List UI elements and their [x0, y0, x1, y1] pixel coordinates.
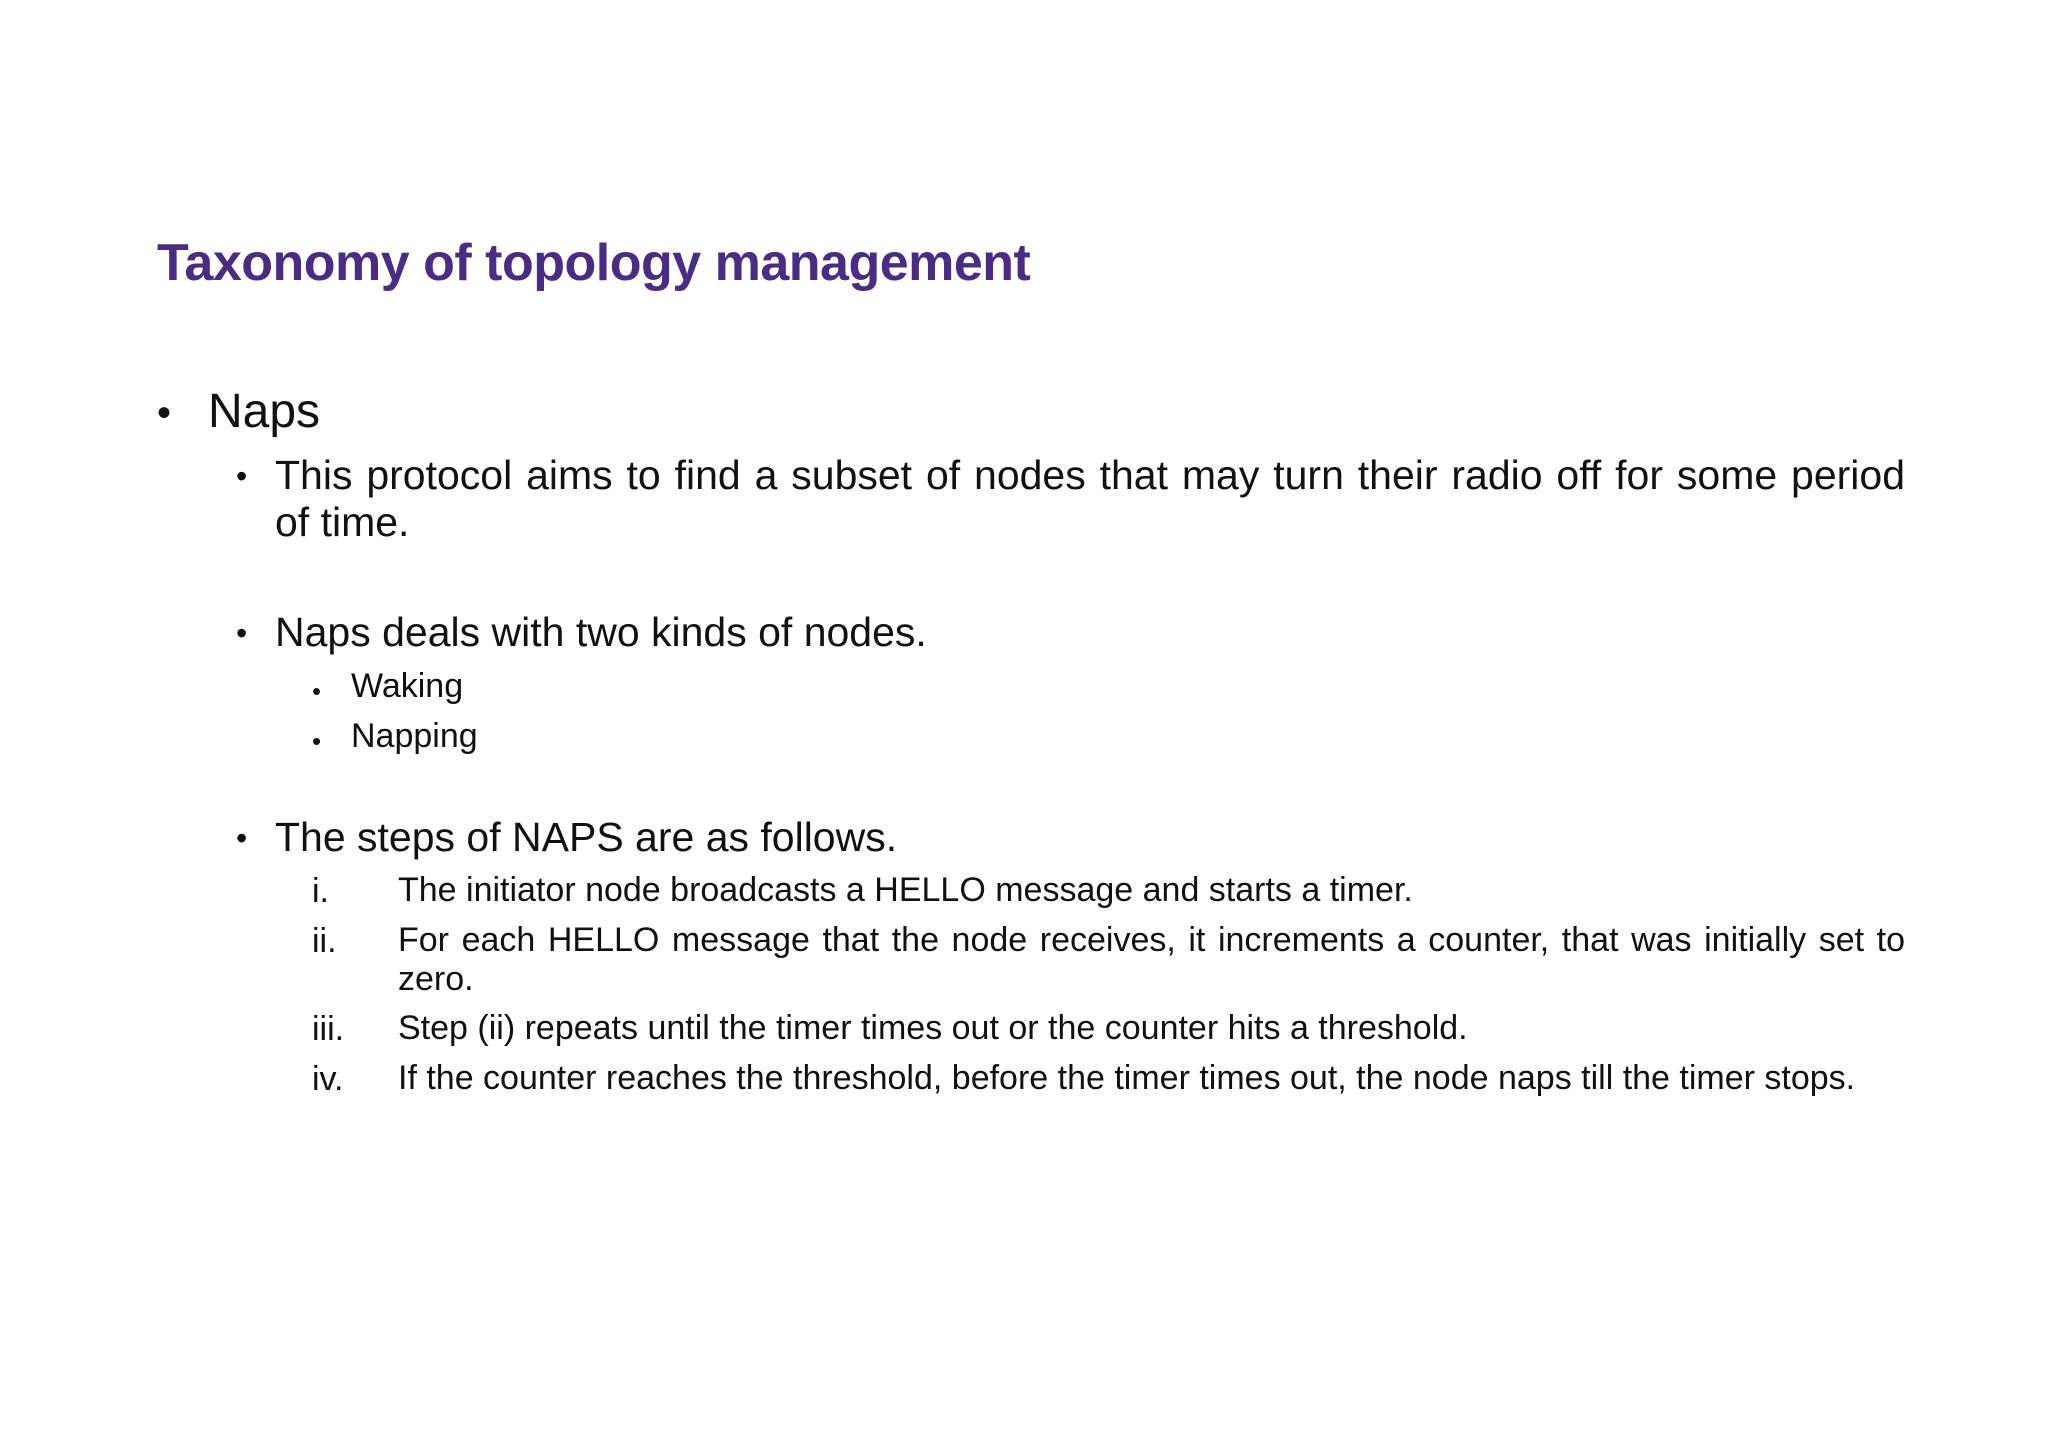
slide-title: Taxonomy of topology management [157, 234, 1031, 292]
bullet-marker: • [312, 726, 322, 756]
step-number: ii. [312, 922, 337, 960]
bullet-marker: • [157, 391, 172, 435]
bullet-text: Naps deals with two kinds of nodes. [275, 609, 927, 655]
bullet-marker: • [236, 458, 248, 494]
step-text: Step (ii) repeats until the timer times out or the counter hits a threshold. [398, 1009, 1468, 1047]
sub-bullet-text: Waking [351, 667, 464, 705]
step-text: For each HELLO message that the node receives, it increments a counter, that was initially set to zero. [398, 921, 1905, 998]
step-number: i. [312, 872, 329, 910]
step-number: iii. [312, 1010, 345, 1048]
step-text: The initiator node broadcasts a HELLO message and starts a timer. [398, 871, 1413, 909]
bullet-marker: • [236, 820, 248, 856]
step-number: iv. [312, 1060, 344, 1098]
sub-bullet-text: Napping [351, 717, 478, 755]
bullet-marker: • [312, 676, 322, 706]
step-text: If the counter reaches the threshold, before the timer times out, the node naps till the timer stops. [398, 1059, 1856, 1097]
bullet-text: This protocol aims to find a subset of nodes that may turn their radio off for some period of time. [275, 452, 1905, 545]
bullet-marker: • [236, 615, 248, 651]
bullet-text: The steps of NAPS are as follows. [275, 814, 898, 860]
bullet-text: Naps [208, 385, 321, 438]
